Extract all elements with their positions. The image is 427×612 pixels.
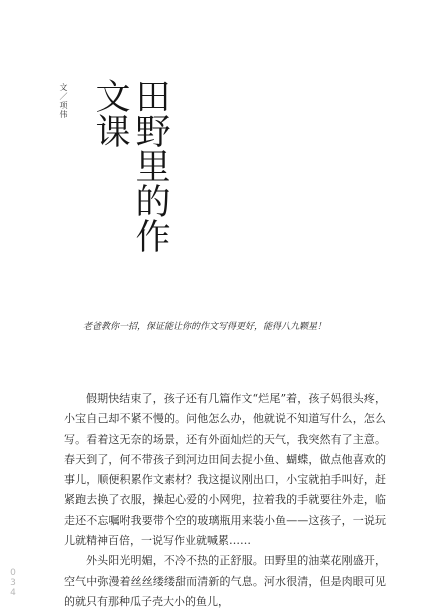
author-byline: 文／项伟 [59, 83, 68, 119]
body-paragraph: 外头阳光明媚，不冷不热的正舒服。田野里的油菜花刚盛开，空气中弥漫着丝丝缕缕甜而清新的气息。河水很清，但是肉眼可见的就只有那种瓜子壳大小的鱼儿， [64, 554, 386, 608]
body-paragraph: 假期快结束了，孩子还有几篇作文“烂尾”着，孩子妈很头疼，小宝自己却不紧不慢的。问他怎么办，他就说不知道写什么，怎么写。看着这无奈的场景，还有外面灿烂的天气，我突然有了主意。春天到了，何不带孩子到河边田间去捉小鱼、蝴蝶，做点他喜欢的事儿，顺便积累作文素材？我这提议刚出口，小宝就拍手叫好，赶紧跑去换了衣服，操起心爱的小网兜，拉着我的手就要往外走，临走还不忘嘱咐我要带个空的玻璃瓶用来装小鱼——这孩子，一说玩儿就精神百倍，一说写作业就喊累…… [64, 392, 386, 548]
article-body [64, 389, 386, 612]
page-number: 034 [8, 568, 18, 598]
article-tagline: 老爸教你一招，保证能让你的作文写得更好，能得八九颗星！ [83, 322, 327, 332]
article-title: 田野里的作文课 [90, 78, 170, 253]
